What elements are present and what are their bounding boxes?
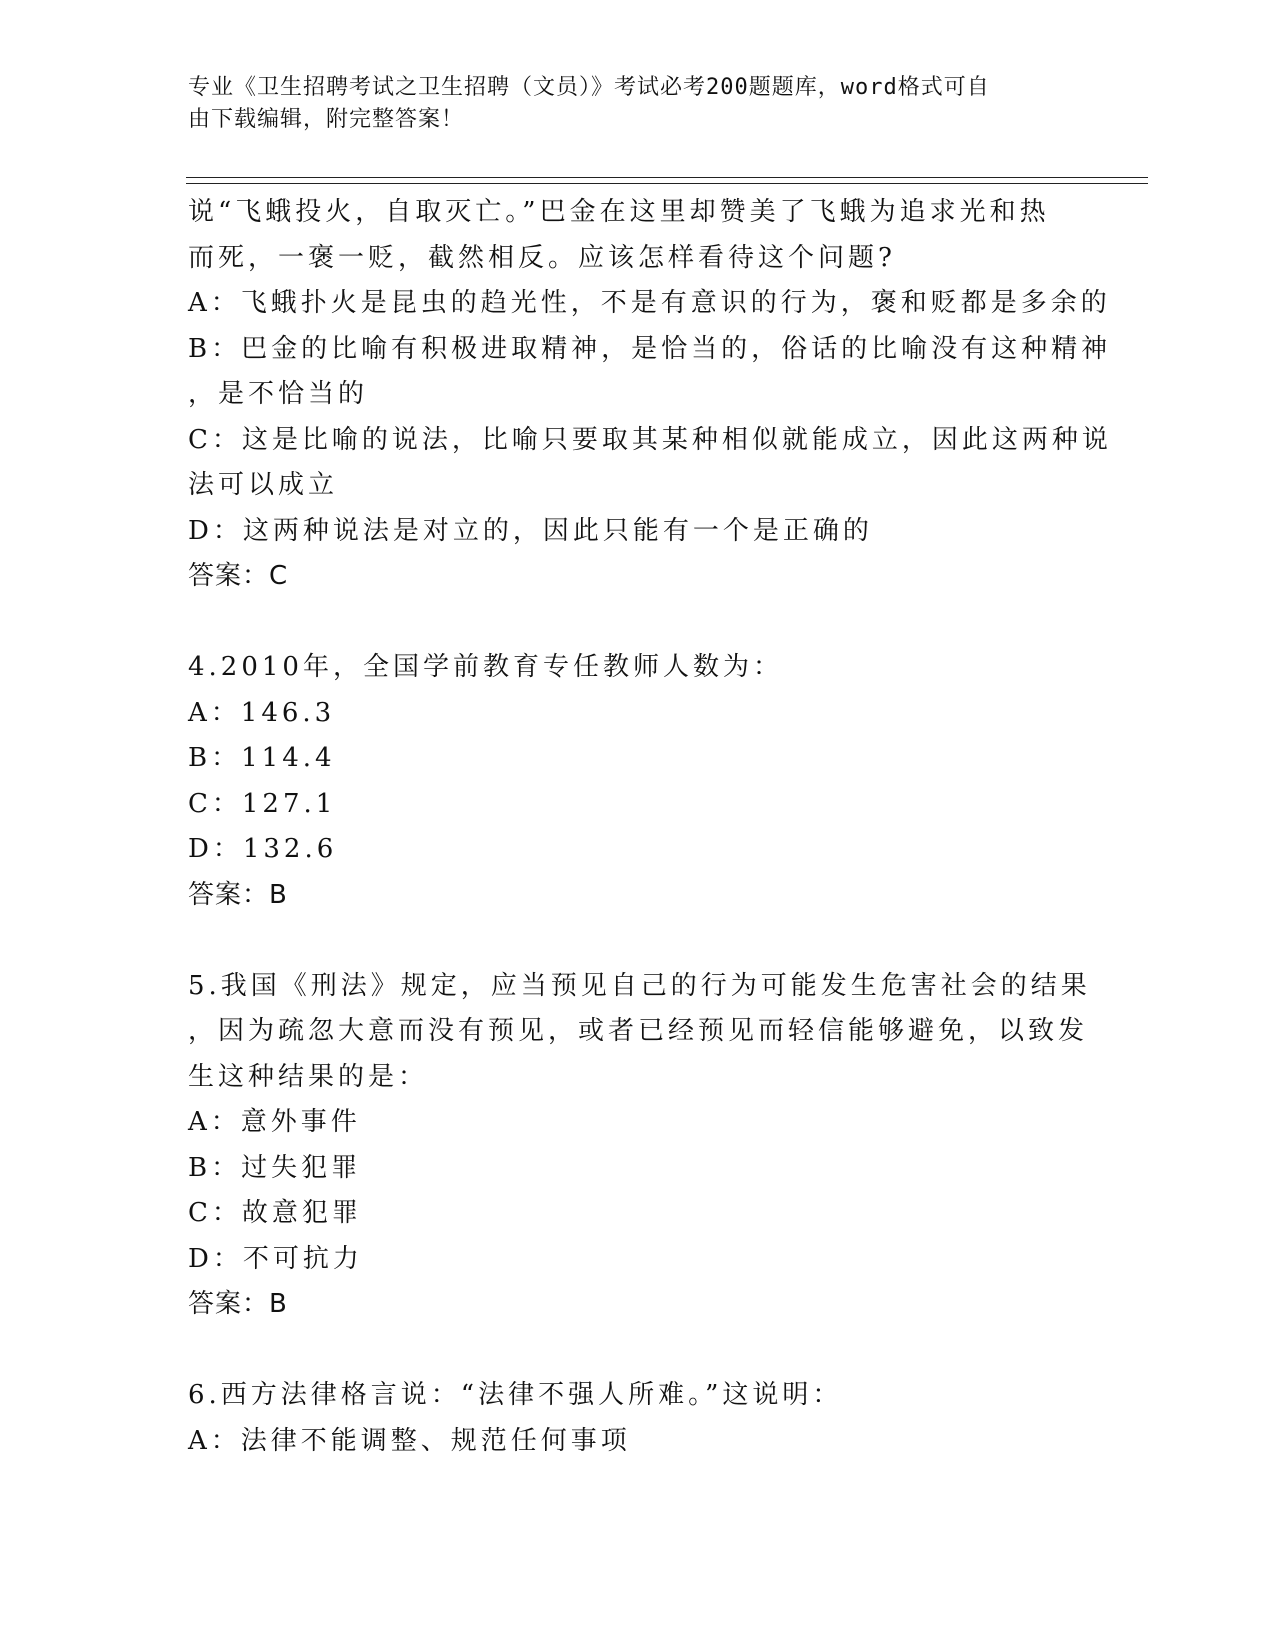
option-a: A：146.3	[188, 697, 336, 728]
question-text: 4.2010年，全国学前教育专任教师人数为：	[188, 652, 783, 682]
option-b-continued: ，是不恰当的	[188, 379, 369, 409]
option-a: A：意外事件	[188, 1107, 361, 1137]
option-c: C：127.1	[188, 788, 337, 819]
spacer	[188, 918, 1088, 964]
option-a: A：法律不能调整、规范任何事项	[188, 1425, 631, 1456]
option-b: B：过失犯罪	[188, 1152, 362, 1183]
answer-label: 答案：C	[188, 561, 289, 591]
header-line-1: 专业《卫生招聘考试之卫生招聘（文员）》考试必考200题题库，word格式可自	[188, 75, 990, 100]
question-5	[188, 964, 1091, 1328]
page-header	[188, 72, 1068, 136]
question-list	[188, 190, 1112, 1464]
option-b: B：114.4	[188, 743, 336, 773]
option-c: C：这是比喻的说法，比喻只要取其某种相似就能成立，因此这两种说	[188, 424, 1112, 455]
question-text-line: ，因为疏忽大意而没有预见，或者已经预见而轻信能够避免，以致发	[188, 1016, 1089, 1046]
question-text-line: 而死，一褒一贬，截然相反。应该怎样看待这个问题?	[188, 242, 896, 273]
header-line-2: 由下载编辑，附完整答案！	[188, 107, 465, 132]
question-6	[188, 1373, 1088, 1464]
question-3	[188, 190, 1112, 600]
option-d: D：不可抗力	[188, 1243, 363, 1274]
question-text-line: 5.我国《刑法》规定，应当预见自己的行为可能发生危害社会的结果	[188, 970, 1091, 1001]
question-text-line: 说“飞蛾投火，自取灭亡。”巴金在这里却赞美了飞蛾为追求光和热	[188, 197, 1050, 227]
header-divider-top	[186, 177, 1148, 178]
question-text: 6.西方法律格言说：“法律不强人所难。”这说明：	[188, 1380, 843, 1410]
question-text-line: 生这种结果的是：	[188, 1061, 429, 1092]
option-d: D：这两种说法是对立的，因此只能有一个是正确的	[188, 515, 873, 546]
spacer	[188, 1328, 1088, 1374]
answer-label: 答案：B	[188, 1289, 288, 1319]
option-d: D：132.6	[188, 834, 338, 864]
spacer	[188, 600, 1088, 646]
option-c-continued: 法可以成立	[188, 470, 339, 500]
option-c: C：故意犯罪	[188, 1198, 362, 1228]
option-b: B：巴金的比喻有积极进取精神，是恰当的，俗话的比喻没有这种精神	[188, 333, 1112, 364]
option-a: A：飞蛾扑火是昆虫的趋光性，不是有意识的行为，褒和贬都是多余的	[188, 288, 1111, 318]
header-divider-bottom	[186, 183, 1148, 184]
answer-label: 答案：B	[188, 879, 288, 910]
question-4	[188, 645, 1088, 918]
